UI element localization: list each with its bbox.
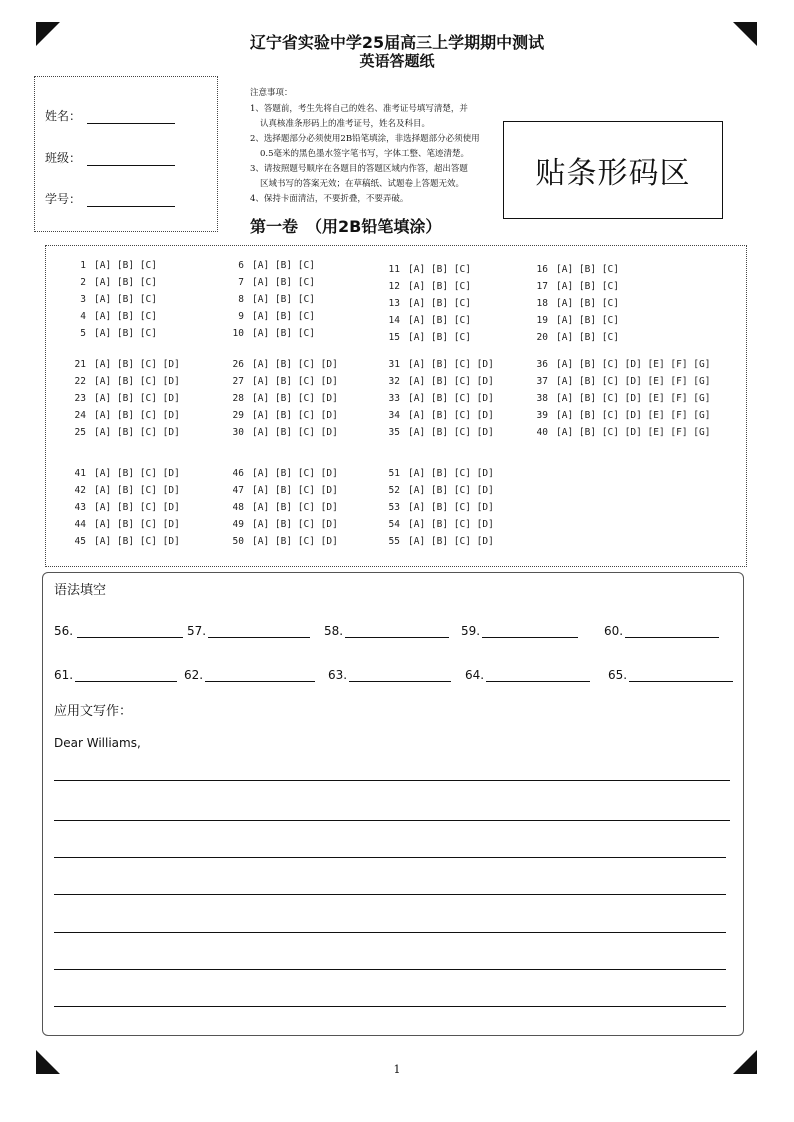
blank-line[interactable]	[75, 669, 177, 682]
question-number: 41	[74, 468, 86, 479]
choice-options[interactable]: [A] [B] [C] [D]	[408, 485, 494, 496]
choice-row[interactable]	[68, 427, 184, 438]
barcode-label: 贴条形码区	[535, 156, 691, 191]
choice-row[interactable]	[226, 359, 342, 370]
choice-options[interactable]: [A] [B] [C] [D] [E] [F] [G]	[556, 410, 711, 421]
blank-line[interactable]	[629, 669, 733, 682]
student-id-row	[45, 190, 175, 207]
choice-options[interactable]: [A] [B] [C]	[408, 281, 471, 292]
question-number: 42	[74, 485, 86, 496]
blank-line[interactable]	[208, 625, 310, 638]
question-number: 38	[536, 393, 548, 404]
blank-number: 58.	[324, 624, 344, 638]
choice-row[interactable]	[226, 468, 342, 479]
choice-row[interactable]	[68, 519, 184, 530]
blank-line[interactable]	[345, 625, 449, 638]
question-number: 30	[232, 427, 244, 438]
name-row	[45, 107, 175, 124]
name-label: 姓名：	[45, 109, 82, 123]
question-number: 5	[80, 328, 86, 339]
choice-row[interactable]	[68, 502, 184, 513]
choice-options[interactable]: [A] [B] [C] [D]	[94, 502, 180, 513]
question-number: 3	[80, 294, 86, 305]
choice-options[interactable]: [A] [B] [C]	[556, 281, 619, 292]
choice-options[interactable]: [A] [B] [C]	[94, 294, 157, 305]
choice-row[interactable]	[68, 468, 184, 479]
question-number: 29	[232, 410, 244, 421]
question-number: 55	[388, 536, 400, 547]
choice-options[interactable]: [A] [B] [C]	[408, 298, 471, 309]
student-id-field[interactable]	[87, 194, 175, 207]
choice-row[interactable]	[226, 410, 342, 421]
choice-row[interactable]	[382, 315, 475, 326]
blank-line[interactable]	[625, 625, 719, 638]
question-number: 47	[232, 485, 244, 496]
writing-line[interactable]	[54, 894, 726, 895]
question-number: 51	[388, 468, 400, 479]
class-field[interactable]	[87, 153, 175, 166]
choice-row[interactable]	[530, 264, 623, 275]
choice-options[interactable]: [A] [B] [C] [D]	[408, 536, 494, 547]
question-number: 10	[232, 328, 244, 339]
choice-row[interactable]	[382, 376, 498, 387]
choice-options[interactable]: [A] [B] [C]	[252, 311, 315, 322]
choice-options[interactable]: [A] [B] [C] [D]	[408, 427, 494, 438]
grammar-fill-title: 语法填空	[54, 583, 107, 598]
choice-options[interactable]: [A] [B] [C]	[94, 260, 157, 271]
choice-row[interactable]	[530, 393, 714, 404]
choice-row[interactable]	[226, 536, 342, 547]
question-number: 14	[388, 315, 400, 326]
choice-row[interactable]	[226, 502, 342, 513]
question-number: 39	[536, 410, 548, 421]
choice-row[interactable]	[68, 311, 161, 322]
blank-number: 62.	[184, 668, 204, 682]
writing-title: 应用文写作：	[54, 704, 133, 719]
blank-number: 60.	[604, 624, 624, 638]
choice-options[interactable]: [A] [B] [C]	[408, 332, 471, 343]
question-number: 9	[238, 311, 244, 322]
choice-options[interactable]: [A] [B] [C]	[252, 328, 315, 339]
choice-row[interactable]	[226, 311, 319, 322]
question-number: 18	[536, 298, 548, 309]
blank-63[interactable]	[328, 668, 451, 682]
choice-options[interactable]: [A] [B] [C] [D] [E] [F] [G]	[556, 393, 711, 404]
section-one-title: 第一卷 （用2B铅笔填涂）	[250, 217, 442, 236]
choice-options[interactable]: [A] [B] [C] [D]	[408, 468, 494, 479]
choice-row[interactable]	[382, 536, 498, 547]
question-number: 50	[232, 536, 244, 547]
question-number: 12	[388, 281, 400, 292]
page-title: 辽宁省实验中学25届高三上学期期中测试	[249, 33, 545, 52]
question-number: 4	[80, 311, 86, 322]
letter-salutation: Dear Williams,	[54, 736, 141, 750]
choice-row[interactable]	[68, 393, 184, 404]
question-number: 34	[388, 410, 400, 421]
notice-item: 区域书写的答案无效；在草稿纸、试题卷上答题无效。	[260, 179, 465, 189]
choice-options[interactable]: [A] [B] [C]	[94, 311, 157, 322]
choice-options[interactable]: [A] [B] [C] [D]	[252, 427, 338, 438]
choice-options[interactable]: [A] [B] [C]	[556, 298, 619, 309]
notice-item: 2、选择题部分必须使用2B铅笔填涂，非选择题部分必须使用	[250, 134, 480, 144]
question-number: 23	[74, 393, 86, 404]
choice-options[interactable]: [A] [B] [C]	[94, 328, 157, 339]
choice-options[interactable]: [A] [B] [C] [D] [E] [F] [G]	[556, 359, 711, 370]
blank-61[interactable]	[54, 668, 177, 682]
blank-number: 64.	[465, 668, 485, 682]
choice-options[interactable]: [A] [B] [C] [D]	[408, 359, 494, 370]
notice-item: 0.5毫米的黑色墨水签字笔书写，字体工整、笔迹清楚。	[260, 149, 470, 159]
choice-options[interactable]: [A] [B] [C] [D]	[252, 502, 338, 513]
question-number: 13	[388, 298, 400, 309]
choice-row[interactable]	[68, 485, 184, 496]
question-number: 40	[536, 427, 548, 438]
question-number: 49	[232, 519, 244, 530]
choice-options[interactable]: [A] [B] [C] [D]	[408, 376, 494, 387]
choice-row[interactable]	[68, 328, 161, 339]
blank-number: 56.	[54, 624, 74, 638]
choice-options[interactable]: [A] [B] [C] [D]	[408, 519, 494, 530]
choice-options[interactable]: [A] [B] [C] [D]	[252, 485, 338, 496]
choice-options[interactable]: [A] [B] [C] [D]	[94, 519, 180, 530]
choice-options[interactable]: [A] [B] [C] [D]	[94, 427, 180, 438]
writing-line[interactable]	[54, 820, 730, 821]
choice-row[interactable]	[530, 427, 714, 438]
question-number: 37	[536, 376, 548, 387]
question-number: 36	[536, 359, 548, 370]
blank-57[interactable]	[187, 624, 310, 638]
barcode-area	[503, 121, 723, 219]
choice-options[interactable]: [A] [B] [C] [D]	[408, 393, 494, 404]
choice-options[interactable]: [A] [B] [C] [D]	[252, 393, 338, 404]
choice-options[interactable]: [A] [B] [C] [D]	[94, 393, 180, 404]
choice-options[interactable]: [A] [B] [C]	[252, 260, 315, 271]
choice-row[interactable]	[226, 519, 342, 530]
blank-line[interactable]	[349, 669, 451, 682]
choice-options[interactable]: [A] [B] [C] [D]	[408, 502, 494, 513]
choice-row[interactable]	[382, 298, 475, 309]
blank-line[interactable]	[77, 625, 183, 638]
choice-options[interactable]: [A] [B] [C]	[252, 294, 315, 305]
choice-row[interactable]	[382, 264, 475, 275]
choice-options[interactable]: [A] [B] [C] [D]	[252, 410, 338, 421]
choice-row[interactable]	[226, 294, 319, 305]
question-number: 22	[74, 376, 86, 387]
choice-row[interactable]	[226, 376, 342, 387]
notice-item: 3、请按照题号顺序在各题目的答题区域内作答，超出答题	[250, 164, 468, 174]
question-number: 53	[388, 502, 400, 513]
question-number: 19	[536, 315, 548, 326]
choice-row[interactable]	[382, 332, 475, 343]
blank-64[interactable]	[465, 668, 590, 682]
writing-line[interactable]	[54, 969, 726, 970]
page-subtitle: 英语答题纸	[359, 52, 435, 70]
student-id-label: 学号：	[45, 192, 82, 206]
multiple-choice-box	[45, 245, 747, 567]
question-number: 33	[388, 393, 400, 404]
blank-58[interactable]	[324, 624, 449, 638]
choice-options[interactable]: [A] [B] [C] [D] [E] [F] [G]	[556, 427, 711, 438]
choice-options[interactable]: [A] [B] [C] [D]	[94, 485, 180, 496]
choice-row[interactable]	[530, 359, 714, 370]
choice-row[interactable]	[226, 393, 342, 404]
choice-options[interactable]: [A] [B] [C] [D]	[408, 410, 494, 421]
question-number: 45	[74, 536, 86, 547]
choice-options[interactable]: [A] [B] [C] [D]	[252, 376, 338, 387]
choice-row[interactable]	[530, 298, 623, 309]
class-label: 班级：	[45, 151, 82, 165]
choice-row[interactable]	[68, 277, 161, 288]
choice-row[interactable]	[382, 485, 498, 496]
choice-options[interactable]: [A] [B] [C]	[556, 315, 619, 326]
choice-row[interactable]	[530, 332, 623, 343]
choice-row[interactable]	[382, 468, 498, 479]
question-number: 15	[388, 332, 400, 343]
question-number: 52	[388, 485, 400, 496]
blank-62[interactable]	[184, 668, 315, 682]
question-number: 17	[536, 281, 548, 292]
choice-row[interactable]	[382, 393, 498, 404]
name-field[interactable]	[87, 111, 175, 124]
question-number: 2	[80, 277, 86, 288]
notice-item: 1、答题前，考生先将自己的姓名、准考证号填写清楚，并	[250, 104, 468, 114]
writing-line[interactable]	[54, 932, 726, 933]
question-number: 24	[74, 410, 86, 421]
notice-title: 注意事项：	[250, 88, 293, 98]
choice-row[interactable]	[382, 410, 498, 421]
choice-options[interactable]: [A] [B] [C]	[408, 315, 471, 326]
choice-row[interactable]	[226, 260, 319, 271]
choice-options[interactable]: [A] [B] [C]	[94, 277, 157, 288]
question-number: 20	[536, 332, 548, 343]
blank-number: 59.	[461, 624, 481, 638]
question-number: 1	[80, 260, 86, 271]
blank-number: 61.	[54, 668, 74, 682]
blank-line[interactable]	[486, 669, 590, 682]
choice-options[interactable]: [A] [B] [C] [D]	[94, 410, 180, 421]
question-number: 48	[232, 502, 244, 513]
choice-row[interactable]	[530, 315, 623, 326]
choice-options[interactable]: [A] [B] [C] [D]	[252, 468, 338, 479]
question-number: 6	[238, 260, 244, 271]
choice-options[interactable]: [A] [B] [C] [D]	[252, 359, 338, 370]
choice-row[interactable]	[68, 410, 184, 421]
question-number: 44	[74, 519, 86, 530]
question-number: 32	[388, 376, 400, 387]
question-number: 25	[74, 427, 86, 438]
question-number: 11	[388, 264, 400, 275]
question-number: 16	[536, 264, 548, 275]
question-number: 35	[388, 427, 400, 438]
question-number: 21	[74, 359, 86, 370]
choice-row[interactable]	[68, 260, 161, 271]
question-number: 43	[74, 502, 86, 513]
choice-options[interactable]: [A] [B] [C] [D]	[252, 519, 338, 530]
question-number: 26	[232, 359, 244, 370]
blank-number: 57.	[187, 624, 207, 638]
choice-row[interactable]	[68, 359, 184, 370]
choice-row[interactable]	[382, 502, 498, 513]
class-row	[45, 149, 175, 166]
choice-row[interactable]	[226, 427, 342, 438]
choice-options[interactable]: [A] [B] [C] [D]	[94, 359, 180, 370]
question-number: 28	[232, 393, 244, 404]
choice-row[interactable]	[382, 281, 475, 292]
student-info-box	[34, 76, 218, 232]
writing-line[interactable]	[54, 857, 726, 858]
blank-59[interactable]	[461, 624, 578, 638]
question-number: 46	[232, 468, 244, 479]
choice-row[interactable]	[530, 410, 714, 421]
choice-row[interactable]	[226, 277, 319, 288]
choice-row[interactable]	[68, 376, 184, 387]
choice-row[interactable]	[382, 519, 498, 530]
notice-block	[250, 86, 500, 207]
choice-row[interactable]	[382, 427, 498, 438]
answer-box	[42, 572, 744, 1036]
question-number: 7	[238, 277, 244, 288]
choice-options[interactable]: [A] [B] [C] [D]	[94, 536, 180, 547]
writing-line[interactable]	[54, 1006, 726, 1007]
question-number: 27	[232, 376, 244, 387]
blank-number: 63.	[328, 668, 348, 682]
choice-row[interactable]	[226, 485, 342, 496]
choice-options[interactable]: [A] [B] [C] [D]	[252, 536, 338, 547]
choice-row[interactable]	[530, 281, 623, 292]
blank-line[interactable]	[482, 625, 578, 638]
choice-row[interactable]	[382, 359, 498, 370]
question-number: 31	[388, 359, 400, 370]
question-number: 54	[388, 519, 400, 530]
page-number: 1	[393, 1063, 401, 1076]
choice-options[interactable]: [A] [B] [C]	[556, 332, 619, 343]
notice-item: 认真核准条形码上的准考证号，姓名及科目。	[260, 119, 431, 129]
choice-options[interactable]: [A] [B] [C]	[408, 264, 471, 275]
notice-item: 4、保持卡面清洁，不要折叠，不要弄破。	[250, 194, 409, 204]
choice-row[interactable]	[68, 294, 161, 305]
blank-65[interactable]	[608, 668, 733, 682]
choice-options[interactable]: [A] [B] [C]	[252, 277, 315, 288]
question-number: 8	[238, 294, 244, 305]
choice-row[interactable]	[226, 328, 319, 339]
choice-options[interactable]: [A] [B] [C] [D]	[94, 468, 180, 479]
choice-options[interactable]: [A] [B] [C]	[556, 264, 619, 275]
choice-options[interactable]: [A] [B] [C] [D]	[94, 376, 180, 387]
choice-row[interactable]	[530, 376, 714, 387]
blank-number: 65.	[608, 668, 628, 682]
choice-options[interactable]: [A] [B] [C] [D] [E] [F] [G]	[556, 376, 711, 387]
choice-row[interactable]	[68, 536, 184, 547]
blank-line[interactable]	[205, 669, 315, 682]
blank-56[interactable]	[54, 624, 183, 638]
writing-line[interactable]	[54, 780, 730, 781]
blank-60[interactable]	[604, 624, 719, 638]
